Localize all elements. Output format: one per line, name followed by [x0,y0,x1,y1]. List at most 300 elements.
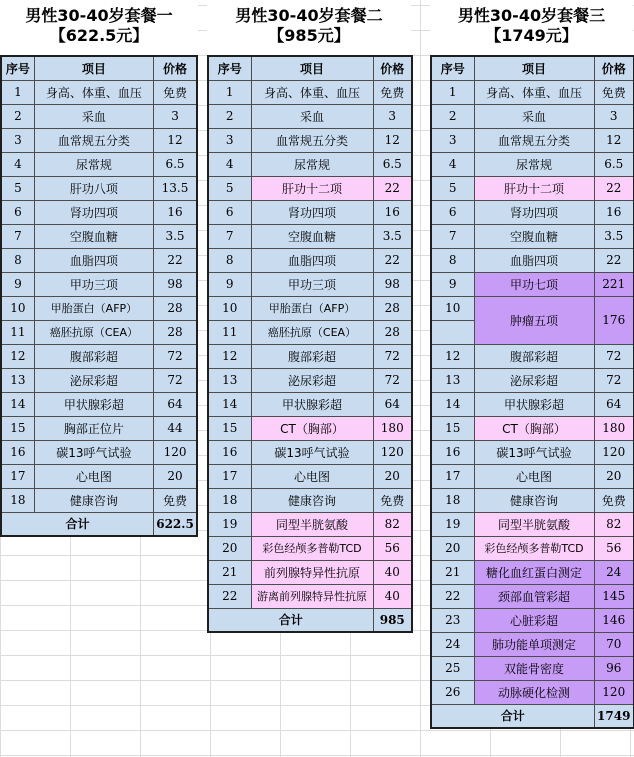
row-price: 146 [594,608,634,632]
row-item: 尿常规 [34,152,153,176]
row-price: 28 [373,296,412,320]
row-item: 彩色经颅多普勒TCD [474,536,594,560]
total-label: 合计 [431,704,594,728]
total-value: 1749 [594,704,634,728]
row-number: 13 [208,368,251,392]
table-row [431,344,634,368]
table-row [431,584,634,608]
row-number: 6 [431,200,474,224]
row-number: 23 [431,608,474,632]
row-number: 15 [1,416,34,440]
row-price: 64 [594,392,634,416]
row-price: 22 [594,248,634,272]
header-item: 项目 [251,56,373,80]
row-number: 1 [431,80,474,104]
row-item: 空腹血糖 [34,224,153,248]
row-item: 肾功四项 [474,200,594,224]
row-number: 13 [431,368,474,392]
table-row [431,464,634,488]
total-row [1,512,197,536]
package-price-text: 【622.5元】 [49,26,149,45]
row-item: 动脉硬化检测 [474,680,594,704]
row-item: 采血 [474,104,594,128]
table-row [431,224,634,248]
row-number: 11 [1,320,34,344]
row-price: 28 [154,320,197,344]
row-item: 血常规五分类 [251,128,373,152]
table-row [431,680,634,704]
row-item: 心脏彩超 [474,608,594,632]
row-number: 8 [1,248,34,272]
total-row [208,608,412,632]
table-row [1,224,197,248]
table-row [431,272,634,296]
row-item: 身高、体重、血压 [251,80,373,104]
table-row [431,104,634,128]
row-price: 221 [594,272,634,296]
header-price: 价格 [594,56,634,80]
row-item: 健康咨询 [474,488,594,512]
row-item: 甲功三项 [34,272,153,296]
table-row [208,512,412,536]
row-price: 120 [594,680,634,704]
table-row [208,392,412,416]
row-price: 24 [594,560,634,584]
table-row [1,392,197,416]
row-price: 3 [373,104,412,128]
table-row [208,248,412,272]
table-row [431,632,634,656]
table-row [208,128,412,152]
row-number: 12 [208,344,251,368]
row-price: 72 [594,368,634,392]
table-row [1,272,197,296]
row-price: 72 [373,344,412,368]
row-number: 10 [208,296,251,320]
table-row [431,248,634,272]
row-price: 免费 [594,488,634,512]
row-number: 8 [431,248,474,272]
row-number: 15 [431,416,474,440]
row-number: 14 [431,392,474,416]
total-value: 985 [373,608,412,632]
header-row [1,56,197,80]
row-price: 96 [594,656,634,680]
row-item: 身高、体重、血压 [474,80,594,104]
row-price: 16 [154,200,197,224]
package-title-text: 男性30-40岁套餐二 [235,6,383,25]
header-price: 价格 [154,56,197,80]
row-item: 心电图 [474,464,594,488]
row-number: 10 [1,296,34,320]
row-price: 20 [154,464,197,488]
row-item: 糖化血红蛋白测定 [474,560,594,584]
row-price: 72 [594,344,634,368]
row-price: 28 [154,296,197,320]
row-number: 22 [431,584,474,608]
table-row [431,128,634,152]
row-item: 前列腺特异性抗原 [251,560,373,584]
row-number: 17 [1,464,34,488]
package-price-text: 【985元】 [268,26,350,45]
row-item: 碳13呼气试验 [474,440,594,464]
row-item: 心电图 [251,464,373,488]
row-price: 180 [594,416,634,440]
row-price: 120 [594,440,634,464]
row-number: 7 [431,224,474,248]
package-title-text: 男性30-40岁套餐一 [25,6,173,25]
row-item: 身高、体重、血压 [34,80,153,104]
row-number: 11 [208,320,251,344]
row-item: 甲胎蛋白（AFP） [251,296,373,320]
row-number: 12 [431,344,474,368]
row-price: 免费 [154,80,197,104]
header-item: 项目 [474,56,594,80]
package-rows [1,80,197,512]
row-number: 19 [431,512,474,536]
header-row [431,56,634,80]
package-title [430,0,633,55]
row-price: 22 [594,176,634,200]
row-number: 5 [1,176,34,200]
table-row [208,176,412,200]
table-row [1,416,197,440]
row-number: 21 [431,560,474,584]
row-item: 甲功七项 [474,272,594,296]
row-item: 腹部彩超 [34,344,153,368]
table-row [1,488,197,512]
row-number: 8 [208,248,251,272]
row-price: 28 [373,320,412,344]
row-number: 20 [431,536,474,560]
row-number: 3 [208,128,251,152]
table-row [208,560,412,584]
row-price: 64 [154,392,197,416]
table-row [208,488,412,512]
row-item: 双能骨密度 [474,656,594,680]
row-item: 肺功能单项测定 [474,632,594,656]
total-value: 622.5 [154,512,197,536]
row-price: 16 [373,200,412,224]
row-number: 18 [208,488,251,512]
row-item: 甲状腺彩超 [251,392,373,416]
row-price: 40 [373,560,412,584]
row-number [431,320,474,344]
row-price: 20 [373,464,412,488]
row-number: 6 [1,200,34,224]
table-row [1,104,197,128]
row-item: 腹部彩超 [474,344,594,368]
table-row [431,200,634,224]
table-row [208,416,412,440]
header-item: 项目 [34,56,153,80]
row-number: 17 [431,464,474,488]
table-row [1,80,197,104]
header-no: 序号 [208,56,251,80]
row-item: 颈部血管彩超 [474,584,594,608]
row-price: 6.5 [373,152,412,176]
total-label: 合计 [1,512,154,536]
row-price: 72 [154,368,197,392]
table-row [1,176,197,200]
row-price: 12 [373,128,412,152]
row-number: 19 [208,512,251,536]
table-row [208,344,412,368]
row-price: 22 [154,248,197,272]
row-price: 40 [373,584,412,608]
header-no: 序号 [1,56,34,80]
package-title-text: 男性30-40岁套餐三 [457,6,606,25]
row-price: 64 [373,392,412,416]
table-row [431,80,634,104]
row-number: 14 [1,392,34,416]
row-item: 心电图 [34,464,153,488]
table-row [1,248,197,272]
row-number: 24 [431,632,474,656]
package-rows [208,80,412,608]
table-row [1,368,197,392]
table-row [1,296,197,320]
row-number: 6 [208,200,251,224]
table-row [431,392,634,416]
row-number: 18 [1,488,34,512]
row-price: 3 [154,104,197,128]
row-price: 56 [373,536,412,560]
row-item: 采血 [251,104,373,128]
row-price: 72 [373,368,412,392]
row-item: 碳13呼气试验 [34,440,153,464]
row-price: 98 [154,272,197,296]
table-row [1,440,197,464]
row-price: 免费 [373,80,412,104]
table-row [208,104,412,128]
row-item: 空腹血糖 [474,224,594,248]
row-number: 3 [1,128,34,152]
row-price: 免费 [594,80,634,104]
row-item: 泌尿彩超 [474,368,594,392]
table-row [431,440,634,464]
row-item: 癌胚抗原（CEA） [251,320,373,344]
row-item: 健康咨询 [251,488,373,512]
table-row [208,224,412,248]
row-price: 72 [154,344,197,368]
row-price: 3.5 [154,224,197,248]
row-number: 9 [208,272,251,296]
row-item: CT（胸部） [474,416,594,440]
table-row [208,200,412,224]
row-price: 12 [594,128,634,152]
header-no: 序号 [431,56,474,80]
table-row [431,368,634,392]
row-item: 尿常规 [474,152,594,176]
row-item: 癌胚抗原（CEA） [34,320,153,344]
row-number: 22 [208,584,251,608]
row-price: 3.5 [594,224,634,248]
row-item: 血脂四项 [251,248,373,272]
table-row [431,536,634,560]
row-price: 120 [373,440,412,464]
table-row [208,464,412,488]
row-item: 彩色经颅多普勒TCD [251,536,373,560]
row-number: 1 [208,80,251,104]
table-row [431,560,634,584]
row-item: 肝功十二项 [474,176,594,200]
table-row [431,608,634,632]
table-row [431,296,634,320]
row-number: 9 [1,272,34,296]
table-row [208,296,412,320]
row-number: 20 [208,536,251,560]
row-price: 120 [154,440,197,464]
row-number: 9 [431,272,474,296]
row-item: 尿常规 [251,152,373,176]
total-row [431,704,634,728]
row-number: 3 [431,128,474,152]
table-row [431,512,634,536]
row-price: 176 [594,296,634,344]
row-number: 4 [1,152,34,176]
table-row [431,176,634,200]
header-price: 价格 [373,56,412,80]
table-row [208,584,412,608]
package-title [207,0,411,55]
table-row [1,128,197,152]
table-row [431,488,634,512]
row-item: 游离前列腺特异性抗原 [251,584,373,608]
row-price: 70 [594,632,634,656]
row-item: 肝功十二项 [251,176,373,200]
row-number: 7 [1,224,34,248]
package-2 [207,0,411,633]
row-item: 甲功三项 [251,272,373,296]
row-number: 16 [431,440,474,464]
row-number: 17 [208,464,251,488]
row-price: 22 [373,176,412,200]
row-item: 肿瘤五项 [474,296,594,344]
row-number: 5 [431,176,474,200]
package-table [0,55,198,537]
row-item: 血常规五分类 [34,128,153,152]
package-title [0,0,198,55]
table-row [1,152,197,176]
row-price: 12 [154,128,197,152]
row-price: 13.5 [154,176,197,200]
row-price: 16 [594,200,634,224]
row-item: 泌尿彩超 [251,368,373,392]
row-price: 56 [594,536,634,560]
row-number: 16 [208,440,251,464]
row-number: 2 [1,104,34,128]
row-item: 碳13呼气试验 [251,440,373,464]
package-1 [0,0,198,537]
row-price: 180 [373,416,412,440]
row-number: 2 [208,104,251,128]
table-row [208,80,412,104]
row-price: 98 [373,272,412,296]
header-row [208,56,412,80]
row-number: 25 [431,656,474,680]
row-item: 肾功四项 [251,200,373,224]
row-number: 26 [431,680,474,704]
row-item: 血常规五分类 [474,128,594,152]
table-row [208,272,412,296]
package-table [430,55,634,729]
row-price: 6.5 [154,152,197,176]
row-price: 82 [594,512,634,536]
table-row [1,320,197,344]
table-row [1,200,197,224]
row-item: 腹部彩超 [251,344,373,368]
row-item: 同型半胱氨酸 [251,512,373,536]
row-item: 甲状腺彩超 [474,392,594,416]
table-row [431,152,634,176]
row-price: 6.5 [594,152,634,176]
package-price-text: 【1749元】 [485,26,578,45]
row-item: 血脂四项 [474,248,594,272]
row-number: 5 [208,176,251,200]
row-item: 甲状腺彩超 [34,392,153,416]
package-rows [431,80,634,704]
row-price: 免费 [154,488,197,512]
row-number: 4 [208,152,251,176]
table-row [208,320,412,344]
row-item: 甲胎蛋白（AFP） [34,296,153,320]
row-number: 12 [1,344,34,368]
row-price: 3.5 [373,224,412,248]
table-row [208,536,412,560]
row-item: 空腹血糖 [251,224,373,248]
row-price: 20 [594,464,634,488]
row-item: 肝功八项 [34,176,153,200]
package-3 [430,0,633,729]
row-number: 21 [208,560,251,584]
row-item: 采血 [34,104,153,128]
row-number: 2 [431,104,474,128]
table-row [431,656,634,680]
row-price: 免费 [373,488,412,512]
row-number: 13 [1,368,34,392]
row-price: 82 [373,512,412,536]
total-label: 合计 [208,608,373,632]
row-item: 血脂四项 [34,248,153,272]
row-number: 1 [1,80,34,104]
row-number: 15 [208,416,251,440]
row-number: 18 [431,488,474,512]
row-price: 44 [154,416,197,440]
row-number: 14 [208,392,251,416]
table-row [208,440,412,464]
row-item: 同型半胱氨酸 [474,512,594,536]
row-number: 4 [431,152,474,176]
row-number: 10 [431,296,474,320]
table-row [208,368,412,392]
row-price: 3 [594,104,634,128]
row-item: 健康咨询 [34,488,153,512]
row-number: 7 [208,224,251,248]
table-row [1,344,197,368]
row-item: 胸部正位片 [34,416,153,440]
table-row [208,152,412,176]
table-row [431,416,634,440]
row-number: 16 [1,440,34,464]
row-item: 肾功四项 [34,200,153,224]
package-table [207,55,413,633]
row-item: CT（胸部） [251,416,373,440]
row-price: 145 [594,584,634,608]
row-item: 泌尿彩超 [34,368,153,392]
row-price: 22 [373,248,412,272]
table-row [1,464,197,488]
